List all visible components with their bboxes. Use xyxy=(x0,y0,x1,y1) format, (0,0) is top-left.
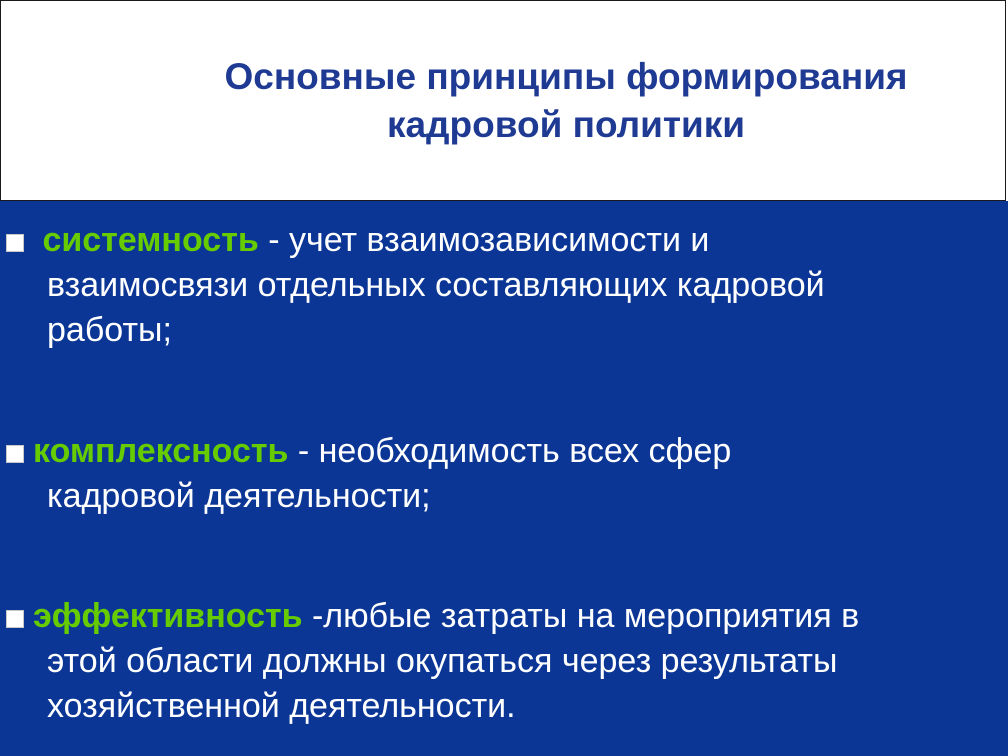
principle-item-systemic xyxy=(0,218,1008,353)
principle-term: системность xyxy=(42,221,259,259)
principle-item-efficiency xyxy=(0,594,1008,729)
checkbox-square-icon xyxy=(6,234,24,252)
principle-line: хозяйственной деятельности. xyxy=(47,687,516,725)
principle-line xyxy=(0,429,1008,474)
principle-description: -любые затраты на мероприятия в xyxy=(302,597,860,635)
principle-item-complex xyxy=(0,429,1008,519)
principle-line: работы; xyxy=(47,311,172,349)
checkbox-square-icon xyxy=(6,445,24,463)
checkbox-square-icon xyxy=(6,610,24,628)
title-box xyxy=(0,0,1006,201)
principle-line xyxy=(0,218,1008,263)
slide-title xyxy=(111,53,1008,149)
principle-line: кадровой деятельности; xyxy=(47,477,431,515)
title-line-2: кадровой политики xyxy=(386,104,746,145)
principle-description: - необходимость всех сфер xyxy=(288,432,732,470)
principle-description: - учет взаимозависимости и xyxy=(258,221,710,259)
title-line-1: Основные принципы формирования xyxy=(224,56,908,97)
principle-line xyxy=(0,594,1008,639)
principle-term: комплексность xyxy=(33,432,289,470)
principle-line: этой области должны окупаться через результаты xyxy=(47,642,838,680)
principle-line: взаимосвязи отдельных составляющих кадровой xyxy=(47,266,825,304)
principle-term: эффективность xyxy=(33,597,303,635)
